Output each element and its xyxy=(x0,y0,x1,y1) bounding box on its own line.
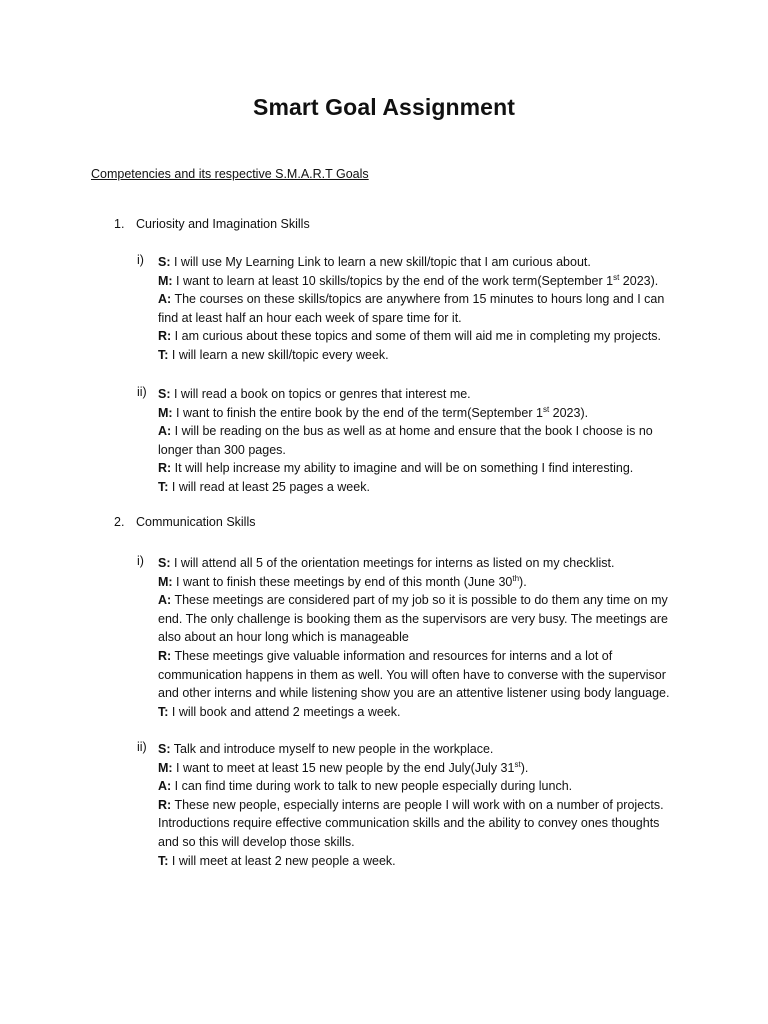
goal-text: I will read at least 25 pages a week. xyxy=(168,479,370,494)
goal-text-after: ). xyxy=(519,574,527,589)
ordinal-suffix: th xyxy=(512,573,520,583)
goal-line xyxy=(158,290,698,309)
goal-line xyxy=(158,346,698,365)
goal-text: I will attend all 5 of the orientation meetings for interns as listed on my checklist. xyxy=(170,556,615,570)
goal-line xyxy=(158,554,698,573)
document-title: Smart Goal Assignment xyxy=(253,94,515,120)
goal-line xyxy=(158,253,698,272)
goal-text: I will meet at least 2 new people a week. xyxy=(168,853,396,868)
smart-letter: R: xyxy=(158,797,172,812)
goal-text: These meetings give valuable information and resources for interns and a lot of xyxy=(171,648,613,663)
goal-line xyxy=(158,309,698,328)
goal-text-after: 2023). xyxy=(549,405,589,420)
goal-text: I will be reading on the bus as well as at home and ensure that the book I choose is no xyxy=(171,424,653,439)
smart-letter: M: xyxy=(158,273,173,288)
goal-line xyxy=(158,777,698,796)
goal-lines xyxy=(158,385,698,497)
ordinal-suffix: st xyxy=(514,759,521,769)
smart-letter: T: xyxy=(158,347,169,362)
goal-line xyxy=(158,833,698,852)
goal-text: I will use My Learning Link to learn a new skill/topic that I am curious about. xyxy=(170,255,591,269)
goal-line xyxy=(158,385,698,404)
goal-text-after: ). xyxy=(520,760,529,775)
smart-letter: S: xyxy=(158,387,171,401)
goal-lines xyxy=(158,740,698,870)
goal-line xyxy=(158,404,698,423)
smart-letter: T: xyxy=(158,479,169,494)
smart-letter: S: xyxy=(158,742,171,756)
goal-line xyxy=(158,272,698,291)
goal-numeral: i) xyxy=(137,253,144,267)
goal-text: I want to finish these meetings by end of this month (June 30 xyxy=(172,574,513,589)
smart-letter: M: xyxy=(158,574,173,589)
smart-letter: A: xyxy=(158,292,172,307)
goal-text: I will learn a new skill/topic every week. xyxy=(168,347,389,362)
goal-text: These meetings are considered part of my job so it is possible to do them any time on my xyxy=(171,593,668,608)
goal-text: It will help increase my ability to imagine and will be on something I find interesting. xyxy=(171,461,634,476)
goal-line xyxy=(158,740,698,759)
smart-letter: M: xyxy=(158,760,173,775)
goal-numeral: i) xyxy=(137,554,144,568)
goal-text: I want to learn at least 10 skills/topics by the end of the work term(September 1 xyxy=(172,273,614,288)
goal-text-after: 2023). xyxy=(619,273,659,288)
smart-letter: R: xyxy=(158,648,172,663)
goal-line xyxy=(158,327,698,346)
goal-line xyxy=(158,684,698,703)
goal-lines xyxy=(158,253,698,365)
goal-line xyxy=(158,814,698,833)
goal-line xyxy=(158,647,698,666)
section-heading-communication xyxy=(114,515,255,529)
goal-text: longer than 300 pages. xyxy=(158,442,286,457)
smart-letter: A: xyxy=(158,593,172,608)
goal-line xyxy=(158,422,698,441)
goal-line xyxy=(158,852,698,871)
goal-line xyxy=(158,759,698,778)
goal-text: I will read a book on topics or genres that interest me. xyxy=(170,387,471,401)
goal-text: find at least half an hour each week of spare time for it. xyxy=(158,310,462,325)
goal-lines xyxy=(158,554,698,721)
goal-text: I want to meet at least 15 new people by the end July(July 31 xyxy=(172,760,515,775)
goal-text: communication happens in them as well. You will often have to converse with the supervisor xyxy=(158,667,666,682)
smart-letter: T: xyxy=(158,853,169,868)
smart-letter: S: xyxy=(158,255,171,269)
ordinal-suffix: st xyxy=(613,272,620,282)
ordinal-suffix: st xyxy=(542,404,550,414)
goal-text: also about an hour long which is manageable xyxy=(158,630,409,645)
goal-numeral: ii) xyxy=(137,385,147,399)
smart-letter: T: xyxy=(158,704,169,719)
goal-line xyxy=(158,628,698,647)
goal-text: I can find time during work to talk to new people especially during lunch. xyxy=(171,779,573,794)
goal-line xyxy=(158,441,698,460)
goal-text: and so this will develop those skills. xyxy=(158,834,355,849)
smart-letter: R: xyxy=(158,329,172,344)
smart-letter: S: xyxy=(158,556,171,570)
goal-line xyxy=(158,573,698,592)
goal-text: Introductions require effective communication skills and the ability to convey ones thoughts xyxy=(158,816,660,831)
goal-line xyxy=(158,666,698,685)
goal-text: and other interns and while listening show you are an attentive listener using body language. xyxy=(158,686,670,701)
document-subtitle: Competencies and its respective S.M.A.R.T Goals xyxy=(91,167,369,181)
goal-line xyxy=(158,478,698,497)
smart-letter: A: xyxy=(158,779,172,794)
smart-letter: R: xyxy=(158,461,172,476)
smart-letter: A: xyxy=(158,424,172,439)
goal-text: Talk and introduce myself to new people in the workplace. xyxy=(170,742,494,756)
goal-text: I want to finish the entire book by the end of the term(September 1 xyxy=(172,405,543,420)
goal-text: end. The only challenge is booking them as the supervisors are very busy. The meetings are xyxy=(158,611,669,626)
section-title: Communication Skills xyxy=(136,515,256,529)
section-number: 2. xyxy=(114,515,125,529)
goal-text: I will book and attend 2 meetings a week. xyxy=(168,704,401,719)
section-title: Curiosity and Imagination Skills xyxy=(136,217,310,231)
goal-line xyxy=(158,591,698,610)
section-number: 1. xyxy=(114,217,125,231)
goal-line xyxy=(158,610,698,629)
goal-line xyxy=(158,796,698,815)
smart-letter: M: xyxy=(158,405,173,420)
section-heading-curiosity xyxy=(114,217,310,231)
goal-numeral: ii) xyxy=(137,740,147,754)
goal-line xyxy=(158,459,698,478)
goal-text: I am curious about these topics and some of them will aid me in completing my projects. xyxy=(171,329,662,344)
goal-line xyxy=(158,703,698,722)
goal-text: The courses on these skills/topics are anywhere from 15 minutes to hours long and I can xyxy=(171,292,665,307)
goal-text: These new people, especially interns are people I will work with on a number of projects. xyxy=(171,797,664,812)
